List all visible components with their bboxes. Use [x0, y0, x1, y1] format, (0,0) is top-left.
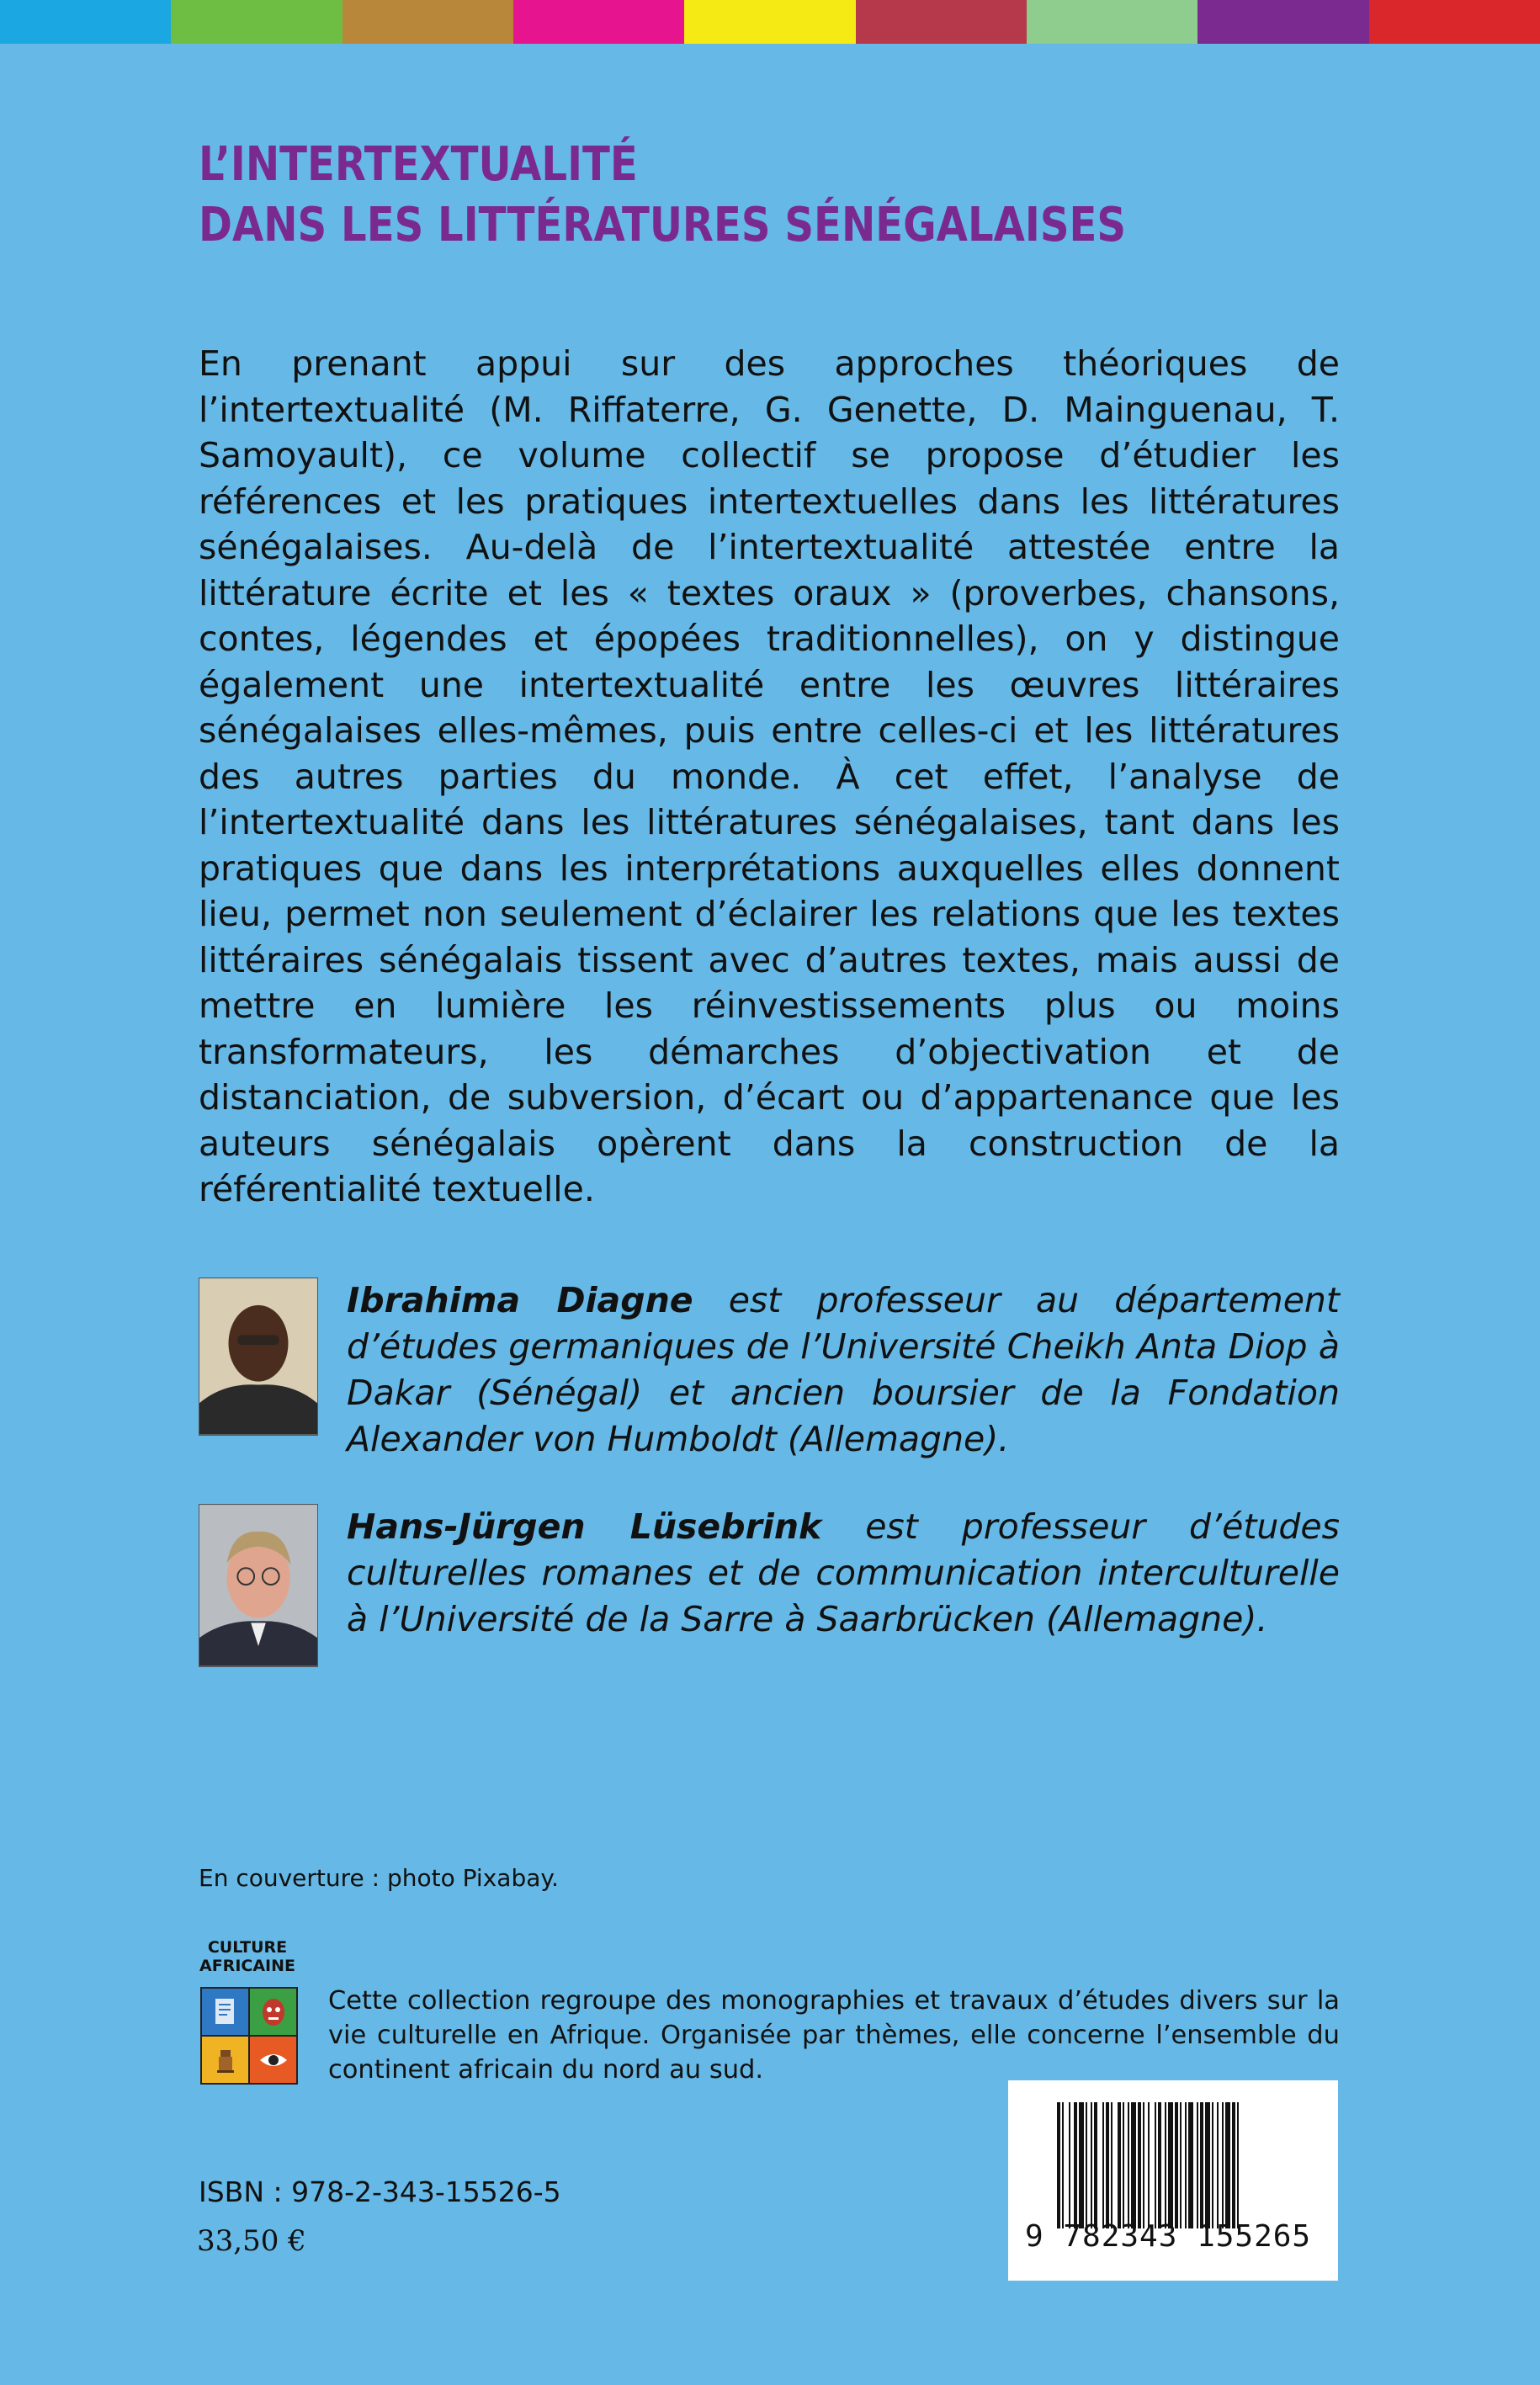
barcode-bar [1128, 2102, 1129, 2228]
author-photo-1 [199, 1277, 318, 1436]
barcode-bar [1200, 2102, 1203, 2228]
color-strip-segment [513, 0, 684, 44]
color-strip-segment [684, 0, 855, 44]
title-line-2: DANS LES LITTÉRATURES SÉNÉGALAISES [199, 198, 1127, 252]
author-name-2: Hans-Jürgen Lüsebrink [347, 1506, 822, 1547]
author-bio-text-2: est professeur d’études culturelles romanes et de communication interculturelle à l’Université de la Sarre à Saarbrücken (Allemagne). [347, 1506, 1340, 1639]
mask-icon [250, 1989, 296, 2035]
barcode-bar [1143, 2102, 1144, 2228]
color-strip-segment [0, 0, 171, 44]
author-bio-text-1: est professeur au département d’études germaniques de l’Université Cheikh Anta Diop à Dakar (Sénégal) et ancien boursier de la Fondation Alexander von Humboldt (Allemagne). [347, 1280, 1340, 1459]
barcode-bar [1079, 2102, 1084, 2228]
barcode-bar [1057, 2102, 1060, 2228]
barcode-bar [1094, 2102, 1097, 2228]
collection-label-line-1: CULTURE [207, 1938, 288, 1957]
cover-credit: En couverture : photo Pixabay. [199, 1864, 559, 1892]
barcode-bar [1175, 2102, 1178, 2228]
isbn: ISBN : 978-2-343-15526-5 [199, 2175, 561, 2208]
price: 33,50 € [197, 2224, 306, 2258]
color-strip-segment [343, 0, 513, 44]
author-photo-2 [199, 1504, 318, 1667]
barcode-bar [1102, 2102, 1104, 2228]
author-name-1: Ibrahima Diagne [347, 1280, 693, 1320]
barcode-bar [1123, 2102, 1124, 2228]
eye-icon [250, 2037, 296, 2083]
barcode-digits: 9 782343 155265 [1025, 2219, 1312, 2254]
barcode-bar [1225, 2102, 1230, 2228]
barcode-bar [1086, 2102, 1087, 2228]
barcode-bar [1091, 2102, 1092, 2228]
collection-label-line-2: AFRICAINE [199, 1957, 295, 1975]
color-strip-segment [856, 0, 1027, 44]
barcode-bars [1057, 2102, 1301, 2228]
barcode-bar [1212, 2102, 1213, 2228]
barcode-bar [1118, 2102, 1121, 2228]
title-line-1: L’INTERTEXTUALITÉ [199, 137, 638, 192]
barcode-bar [1197, 2102, 1198, 2228]
barcode-bar [1180, 2102, 1182, 2228]
barcode-bar [1106, 2102, 1109, 2228]
document-icon [202, 1989, 248, 2035]
barcode-bar [1069, 2102, 1070, 2228]
barcode-bar [1185, 2102, 1187, 2228]
barcode-bar [1205, 2102, 1210, 2228]
barcode-bar [1217, 2102, 1219, 2228]
color-strip [0, 0, 1540, 44]
color-strip-segment [1369, 0, 1540, 44]
barcode-bar [1222, 2102, 1224, 2228]
collection-description: Cette collection regroupe des monographies et travaux d’études divers sur la vie culturelle en Afrique. Organisée par thèmes, elle concerne l’ensemble du continent africain du nord au sud. [328, 1986, 1340, 2085]
barcode-bar [1168, 2102, 1173, 2228]
barcode [1008, 2080, 1338, 2281]
barcode-bar [1062, 2102, 1064, 2228]
barcode-bar [1074, 2102, 1077, 2228]
color-strip-segment [1197, 0, 1368, 44]
collection-logo [200, 1987, 298, 2085]
barcode-bar [1237, 2102, 1239, 2228]
book-title [199, 135, 1212, 256]
author-bio-2 [347, 1504, 1340, 1643]
barcode-bar [1138, 2102, 1141, 2228]
barcode-bar [1165, 2102, 1166, 2228]
barcode-bar [1188, 2102, 1193, 2228]
collection-label [197, 1938, 298, 1975]
barcode-bar [1232, 2102, 1235, 2228]
barcode-bar [1131, 2102, 1136, 2228]
color-strip-segment [171, 0, 342, 44]
color-strip-segment [1027, 0, 1197, 44]
barcode-bar [1155, 2102, 1156, 2228]
author-bio-1 [347, 1277, 1340, 1463]
book-description: En prenant appui sur des approches théoriques de l’intertextualité (M. Riffaterre, G. Genette, D. Mainguenau, T. Samoyault), ce volume collectif se propose d’étudier les références et les pratiques intertextuelles dans les littératures sénégalaises. Au-delà de l’intertextualité attestée entre la littérature écrite et les « textes oraux » (proverbes, chansons, contes, légendes et épopées traditionnelles), on y distingue également une intertextualité entre les œuvres littéraires sénégalaises elles-mêmes, puis entre celles-ci et les littératures des autres parties du monde. À cet effet, l’analyse de l’intertextualité dans les littératures sénégalaises, tant dans les pratiques que dans les interprétations auxquelles elles donnent lieu, permet non seulement d’éclairer les relations que les textes littéraires sénégalais tissent avec d’autres textes, mais aussi de mettre en lumière les réinvestissements plus ou moins transformateurs, les démarches d’objectivation et de distanciation, de subversion, d’écart ou d’appartenance que les auteurs sénégalais opèrent dans la construction de la référentialité textuelle. [199, 343, 1340, 1209]
barcode-bar [1148, 2102, 1150, 2228]
barcode-bar [1111, 2102, 1113, 2228]
statue-icon [202, 2037, 248, 2083]
barcode-bar [1158, 2102, 1161, 2228]
